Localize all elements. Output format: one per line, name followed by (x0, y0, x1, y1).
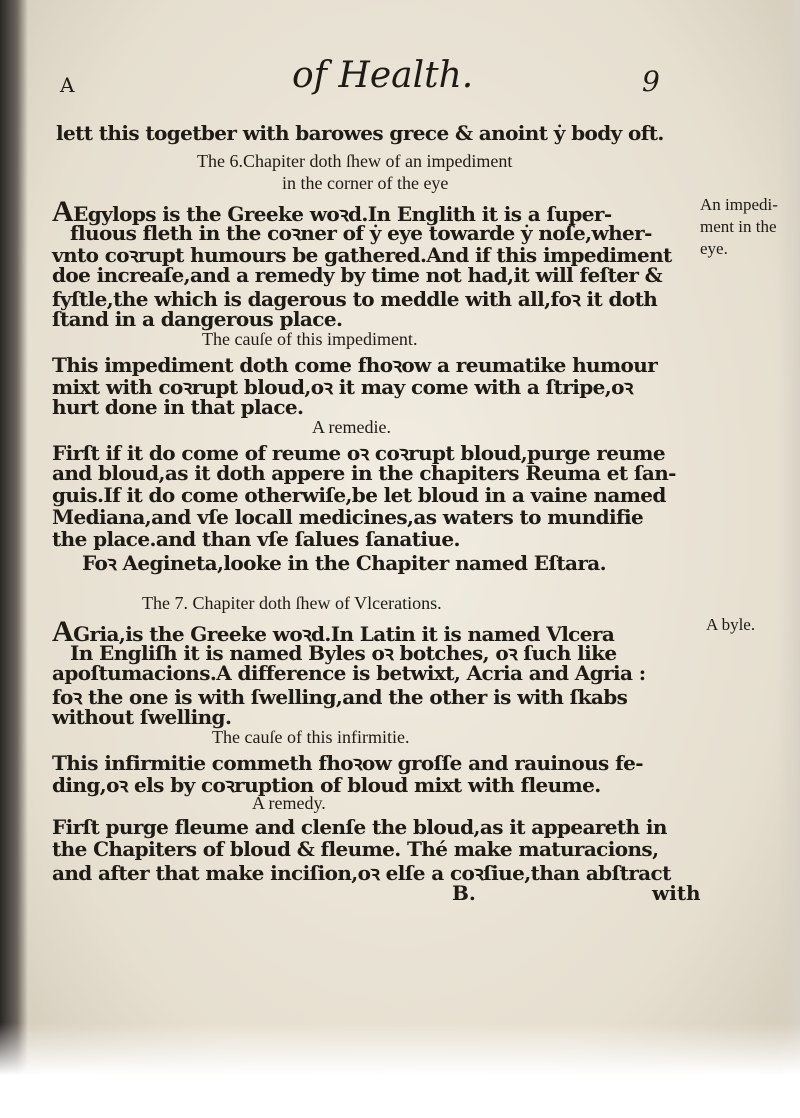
drop-cap: A (52, 195, 74, 228)
catchword: with (652, 881, 701, 905)
text-line: lett this togetber with barowes grece & anoint ẏ body oft. (56, 121, 664, 145)
text-line: Foꝛ Aegineta,looke in the Chapiter named Eſtara. (82, 551, 607, 575)
text-line: This impediment doth come fhoꝛow a reumatike humour (52, 353, 658, 377)
page-edge-right (778, 0, 800, 1118)
page-bottom-fade (0, 1023, 800, 1118)
signature-mark: B. (452, 881, 476, 905)
text-line: Mediana,and vſe locall medicines,as waters to mundifie (52, 505, 644, 529)
chapter-heading: The 6.Chapiter doth ſhew of an impediment (197, 151, 513, 171)
text-line: guis.If it do come otherwiſe,be let bloud in a vaine named (52, 483, 666, 507)
text-line: Firſt if it do come of reume oꝛ coꝛrupt bloud,purge reume (52, 441, 665, 465)
text-line: doe increaſe,and a remedy by time not had,it will feſter & (52, 263, 663, 287)
text-line: vnto coꝛrupt humours be gathered.And if this impediment (52, 243, 672, 267)
text-line: ding,oꝛ els by coꝛruption of bloud mixt with fleume. (52, 773, 601, 797)
running-header (52, 55, 752, 103)
text-line: fyſtle,the which is dagerous to meddle with all,foꝛ it doth (52, 287, 658, 311)
margin-note: ment in the (700, 217, 777, 236)
text-line: and bloud,as it doth appere in the chapiters Reuma et ſan- (52, 461, 676, 485)
text-line: In Engliſh it is named Byles oꝛ botches, oꝛ ſuch like (70, 641, 617, 665)
chapter-heading-cont: in the corner of the eye (282, 173, 449, 193)
text-line: This infirmitie commeth fhoꝛow groſſe and rauinous fe- (52, 751, 643, 775)
text-line: apoſtumacions.A difference is betwixt, Acria and Agria : (52, 661, 646, 685)
text-line: mixt with coꝛrupt bloud,oꝛ it may come with a ſtripe,oꝛ (52, 375, 633, 399)
section-heading: The cauſe of this infirmitie. (212, 727, 410, 747)
section-heading: A remedie. (312, 417, 391, 437)
text-line: ſtand in a dangerous place. (52, 307, 343, 331)
drop-cap: A (52, 615, 74, 648)
text-line: the place.and than vſe ſalues ſanatiue. (52, 527, 460, 551)
page-edge-shadow (0, 0, 28, 1118)
section-heading: The cauſe of this impediment. (202, 329, 418, 349)
text-line: hurt done in that place. (52, 395, 304, 419)
margin-note: eye. (700, 239, 728, 258)
chapter-heading: The 7. Chapiter doth ſhew of Vlcerations. (142, 593, 442, 613)
text-line: Firſt purge fleume and clenſe the bloud,as it appeareth in (52, 815, 667, 839)
margin-note: An impedi- (700, 195, 778, 214)
margin-note: A byle. (706, 615, 756, 634)
text-line: fluous fleth in the coꝛner of ẏ eye towarde ẏ noſe,wher- (70, 221, 652, 245)
section-heading: A remedy. (252, 793, 326, 813)
text-line-content: Gria,is the Greeke woꝛd.In Latin it is named Vlcera (73, 622, 615, 646)
text-line: and after that make inciſion,oꝛ elſe a coꝛſiue,than abſtract (52, 861, 671, 885)
text-line-content: Egylops is the Greeke woꝛd.In Englith it is a ſuper- (73, 202, 612, 226)
running-title: of Health. (292, 55, 474, 96)
header-signature: A (60, 73, 75, 97)
text-line: the Chapiters of bloud & fleume. Thé make maturacions, (52, 837, 659, 861)
text-line: foꝛ the one is with ſwelling,and the other is with ſkabs (52, 685, 628, 709)
page-number: 9 (642, 65, 660, 98)
text-line: without ſwelling. (52, 705, 232, 729)
